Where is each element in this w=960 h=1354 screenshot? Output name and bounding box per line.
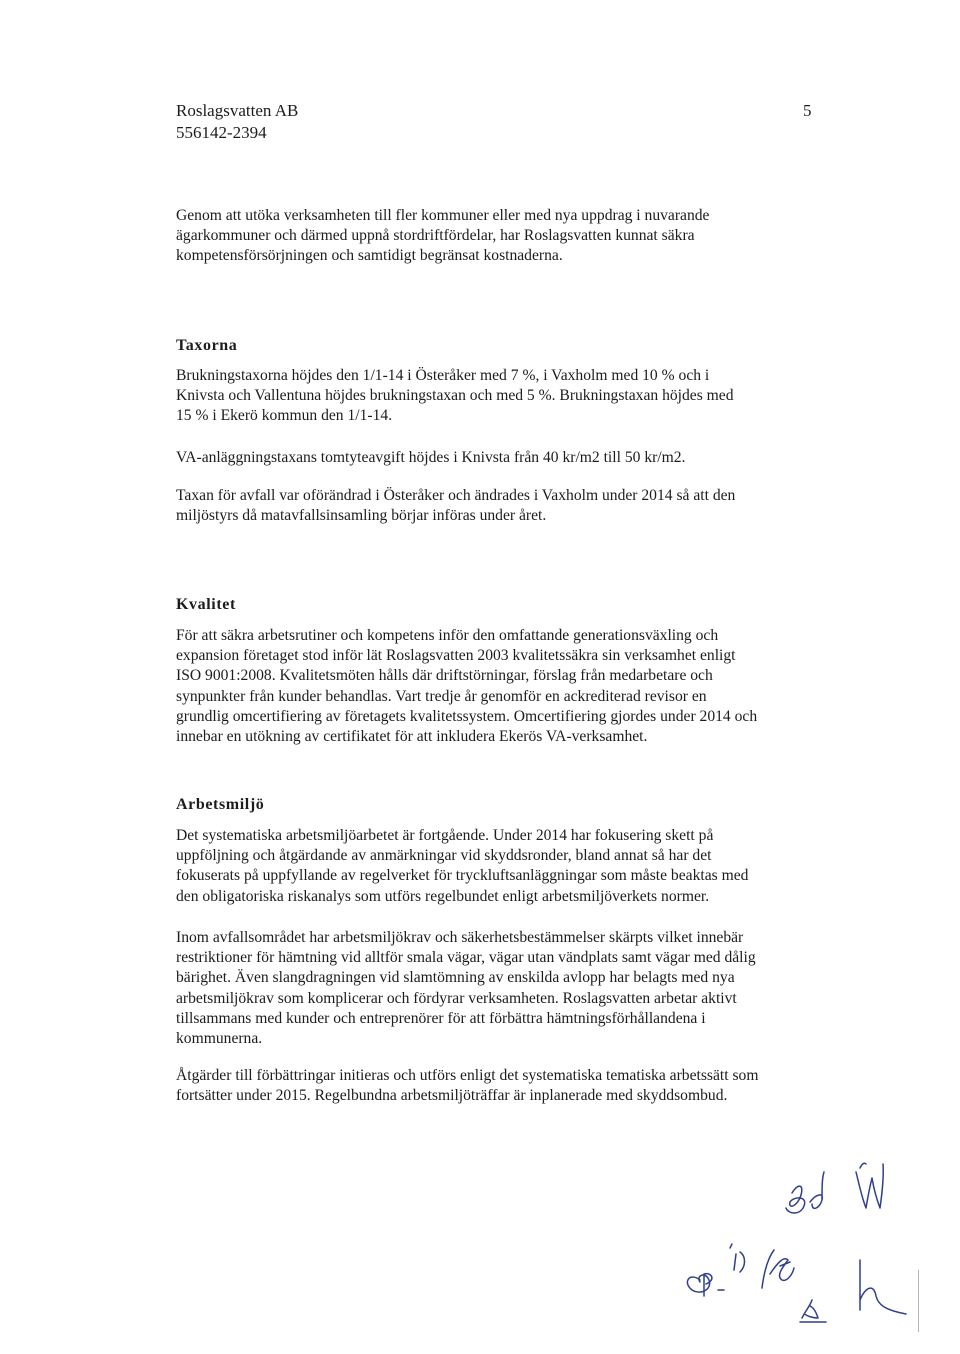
text-line: VA-anläggningstaxans tomtyteavgift höjdes i Knivsta från 40 kr/m2 till 50 kr/m2. — [176, 449, 686, 466]
intro-line: Genom att utöka verksamheten till fler kommuner eller med nya uppdrag i nuvarande — [176, 207, 710, 224]
intro-paragraph — [176, 206, 856, 267]
text-line: tillsammans med kunder och entreprenörer för att förbättra hämtningsförhållandena i — [176, 1009, 706, 1027]
section-heading-kvalitet: Kvalitet — [176, 596, 236, 613]
text-line: den obligatoriska riskanalys som utförs regelbundet enligt arbetsmiljöverkets normer. — [176, 887, 710, 905]
arbetsmiljo-paragraph-3 — [176, 1066, 856, 1106]
text-line: synpunkter från kunder behandlas. Vart tredje år genomför en ackrediterad revisor en — [176, 687, 707, 705]
text-line: grundlig omcertifiering av företagets kvalitetssystem. Omcertifiering gjordes under 2014 och — [176, 707, 758, 725]
intro-line: ägarkommuner och därmed uppnå stordriftfördelar, har Roslagsvatten kunnat säkra — [176, 227, 695, 245]
org-number: 556142-2394 — [176, 123, 267, 142]
margin-rule — [918, 1270, 919, 1332]
text-line: Knivsta och Vallentuna höjdes brukningstaxan och med 5 %. Brukningstaxan höjdes med — [176, 387, 734, 405]
kvalitet-paragraph — [176, 626, 856, 747]
text-line: bärighet. Även slangdragningen vid slamtömning av enskilda avlopp har belagts med nya — [176, 969, 735, 987]
text-line: expansion företaget stod inför lät Roslagsvatten 2003 kvalitetssäkra sin verksamhet enligt — [176, 647, 736, 665]
text-line: uppföljning och åtgärdande av anmärkningar vid skyddsronder, bland annat så har det — [176, 847, 712, 865]
company-name: Roslagsvatten AB — [176, 101, 299, 120]
arbetsmiljo-paragraph-2 — [176, 928, 856, 1049]
text-line: restriktioner för hämtning vid alltför smala vägar, vägar utan vändplats samt vägar med dålig — [176, 949, 756, 967]
text-line: Brukningstaxorna höjdes den 1/1-14 i Österåker med 7 %, i Vaxholm med 10 % och i — [176, 367, 710, 384]
taxorna-paragraph-3 — [176, 486, 856, 526]
text-line: innebar en utökning av certifikatet för att inkludera Ekerös VA-verksamhet. — [176, 728, 648, 746]
arbetsmiljo-paragraph-1 — [176, 826, 856, 907]
section-heading-arbetsmiljo: Arbetsmiljö — [176, 796, 265, 813]
text-line: Det systematiska arbetsmiljöarbetet är fortgående. Under 2014 har fokusering skett på — [176, 827, 714, 844]
letterhead — [176, 100, 298, 144]
text-line: ISO 9001:2008. Kvalitetsmöten hålls där driftstörningar, förslag från medarbetare och — [176, 667, 713, 685]
text-line: fortsätter under 2015. Regelbundna arbetsmiljöträffar är inplanerade med skyddsombud. — [176, 1087, 728, 1105]
text-line: miljöstyrs då matavfallsinsamling börjar införas under året. — [176, 507, 547, 525]
text-line: fokuserats på uppfyllande av regelverket för tryckluftsanläggningar som måste beaktas med — [176, 867, 749, 885]
handwritten-signatures-icon — [670, 1150, 930, 1350]
text-line: Taxan för avfall var oförändrad i Österåker och ändrades i Vaxholm under 2014 så att den — [176, 487, 736, 504]
text-line: Inom avfallsområdet har arbetsmiljökrav och säkerhetsbestämmelser skärpts vilket innebär — [176, 929, 744, 946]
section-heading-taxorna: Taxorna — [176, 337, 238, 354]
taxorna-paragraph-1 — [176, 366, 856, 427]
text-line: arbetsmiljökrav som komplicerar och fördyrar verksamheten. Roslagsvatten arbetar aktivt — [176, 989, 737, 1007]
text-line: För att säkra arbetsrutiner och kompetens inför den omfattande generationsväxling och — [176, 627, 719, 644]
text-line: kommunerna. — [176, 1030, 263, 1048]
page-number: 5 — [803, 101, 812, 120]
taxorna-paragraph-2 — [176, 448, 856, 468]
text-line: 15 % i Ekerö kommun den 1/1-14. — [176, 407, 393, 425]
intro-line: kompetensförsörjningen och samtidigt begränsat kostnaderna. — [176, 247, 563, 265]
text-line: Åtgärder till förbättringar initieras och utförs enligt det systematiska tematiska arbetssätt som — [176, 1067, 759, 1084]
